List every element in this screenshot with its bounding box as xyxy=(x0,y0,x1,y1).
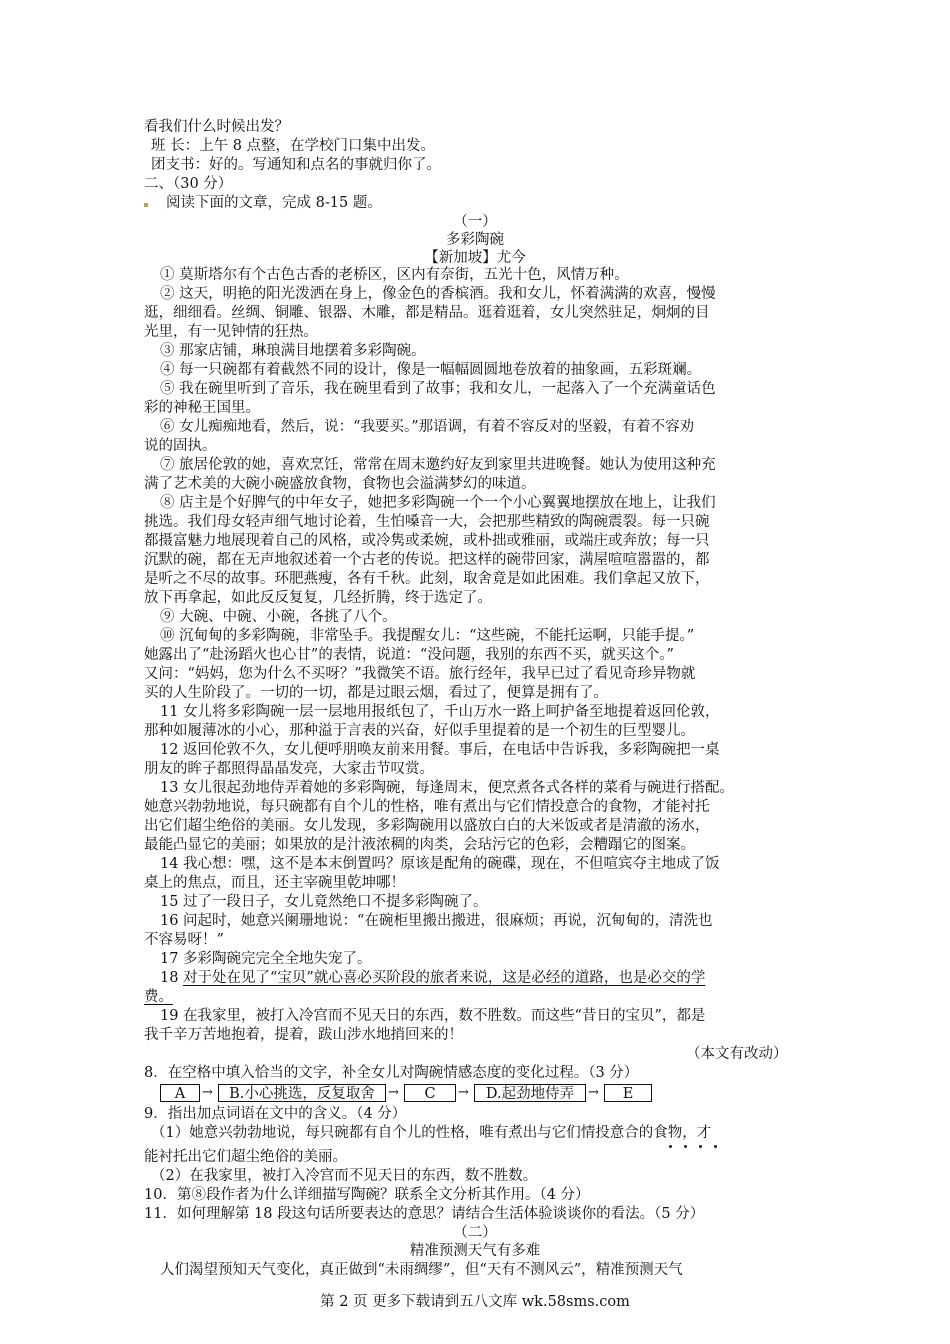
article-title: 多彩陶碗 xyxy=(446,232,504,248)
paragraph-line: 17 多彩陶碗完完全全地失宠了。 xyxy=(160,951,372,967)
question-11: 11．如何理解第 18 段这句话所要表达的意思？请结合生活体验谈谈你的看法。（5 分） xyxy=(144,1206,705,1222)
paragraph-line: ④ 每一只碗都有着截然不同的设计，像是一幅幅圆圆地卷放着的抽象画，五彩斑斓。 xyxy=(160,362,702,378)
question-9: 9．指出加点词语在文中的含义。（4 分） xyxy=(144,1106,407,1122)
flow-box-b: B.小心挑选，反复取舍 xyxy=(218,1084,386,1102)
paragraph-line: 说的固执。 xyxy=(144,438,217,454)
flow-box-d: D.起劲地侍弄 xyxy=(474,1084,586,1102)
paragraph-line: 19 在我家里，被打入冷宫而不见天日的东西，数不胜数。而这些“昔日的宝贝”，都是 xyxy=(160,1008,706,1024)
paragraph-line: 15 过了一段日子，女儿竟然绝口不提多彩陶碗了。 xyxy=(160,894,488,910)
bullet-mark xyxy=(144,203,148,207)
paragraph-line: 12 返回伦敦不久，女儿便呼朋唤友前来用餐。事后，在电话中告诉我，多彩陶碗把一桌 xyxy=(160,742,720,758)
flow-box-c: C xyxy=(404,1084,456,1102)
flow-box-e: E xyxy=(604,1084,652,1102)
paragraph-line: 买的人生阶段了。一切的一切，都是过眼云烟，看过了，便算是拥有了。 xyxy=(144,685,608,701)
article-title: 精准预测天气有多难 xyxy=(409,1243,541,1259)
paragraph-line: 又问：“妈妈，您为什么不买呀？”我微笑不语。旅行经年，我早已过了看见奇珍异物就 xyxy=(144,666,696,682)
paragraph-line: 16 问起时，她意兴阑珊地说：“在碗柜里搬出搬进，很麻烦；再说，沉甸甸的，清洗也 xyxy=(160,913,713,929)
question-9-item: （1）她意兴勃勃地说，每只碗都有自个儿的性格，唯有煮出与它们情投意合的食物，才 xyxy=(151,1125,712,1141)
flow-arrow: → xyxy=(388,1085,399,1100)
underlined-sentence: 对于处在见了“宝贝”就心喜必买阶段的旅者来说，这是必经的道路，也是必交的学 xyxy=(183,970,706,986)
paragraph-line: 人们渴望预知天气变化，真正做到“未雨绸缪”，但“天有不测风云”，精准预测天气 xyxy=(160,1262,683,1278)
question-10: 10．第⑧段作者为什么详细描写陶碗？联系全文分析其作用。（4 分） xyxy=(144,1187,590,1203)
paragraph-line: 最能凸显它的美丽；如果放的是汁液浓稠的肉类，会玷污它的色彩，会糟蹋它的图案。 xyxy=(144,837,695,853)
paragraph-line: ③ 那家店铺，琳琅满目地摆着多彩陶碗。 xyxy=(160,343,426,359)
part-number: （二） xyxy=(453,1225,497,1241)
text-line: 看我们什么时候出发？ xyxy=(144,119,289,135)
paragraph-line: 13 女儿很起劲地侍弄着她的多彩陶碗，每逢周末，便烹煮各式各样的菜肴与碗进行搭配。 xyxy=(160,780,735,796)
paragraph-line: 朋友的眸子都照得晶晶发亮，大家击节叹赏。 xyxy=(144,761,434,777)
paragraph-line: 沉默的碗，都在无声地叙述着一个古老的传说。把这样的碗带回家，满屋喧喧嚣嚣的，都 xyxy=(144,552,710,568)
paragraph-line: 放下再拿起，如此反反复复，几经折腾，终于选定了。 xyxy=(144,590,492,606)
emphasis-dot xyxy=(684,1145,687,1148)
paragraph-line: 逛，细细看。丝绸、铜雕、银器、木雕，都是精品。逛着逛着，女儿突然驻足，炯炯的目 xyxy=(144,305,710,321)
paragraph-line: 14 我心想：嘿，这不是本末倒置吗？原该是配角的碗碟，现在，不但喧宾夺主地成了饭 xyxy=(160,856,720,872)
instruction: 阅读下面的文章，完成 8-15 题。 xyxy=(166,195,382,211)
article-author: 【新加坡】尤今 xyxy=(424,250,526,266)
section-heading: 二、（30 分） xyxy=(144,176,233,192)
paragraph-line: ② 这天，明艳的阳光泼洒在身上，像金色的香槟酒。我和女儿，怀着满满的欢喜，慢慢 xyxy=(160,286,716,302)
paragraph-line: 出它们超尘绝俗的美丽。女儿发现，多彩陶碗用以盛放白白的大米饭或者是清澈的汤水， xyxy=(144,818,710,834)
text-line: 团支书：好的。写通知和点名的事就归你了。 xyxy=(151,157,441,173)
source-note: （本文有改动） xyxy=(686,1046,788,1062)
paragraph-line: 都摄富魅力地展现着自己的风格，或冷隽或柔婉，或朴拙或雅丽，或端庄或奔放；每一只 xyxy=(144,533,710,549)
paragraph-line: 那种如履薄冰的小心，那种溢于言表的兴奋，好似手里提着的是一个初生的巨型婴儿。 xyxy=(144,723,695,739)
flow-arrow: → xyxy=(458,1085,469,1100)
paragraph-line: 是听之不尽的故事。环肥燕瘦，各有千秋。此刻，取舍竟是如此困难。我们拿起又放下， xyxy=(144,571,710,587)
question-9-item: （2）在我家里，被打入冷宫而不见天日的东西，数不胜数。 xyxy=(151,1168,538,1184)
flow-arrow: → xyxy=(202,1085,213,1100)
paragraph-line: 彩的神秘王国里。 xyxy=(144,400,260,416)
paragraph-line: 我千辛万苦地抱着，提着，跋山涉水地捎回来的！ xyxy=(144,1027,463,1043)
question-8: 8．在空格中填入恰当的文字，补全女儿对陶碗情感态度的变化过程。（3 分） xyxy=(144,1065,639,1081)
emphasis-dot xyxy=(669,1145,672,1148)
text-line: 班 长：上午 8 点整，在学校门口集中出发。 xyxy=(151,138,436,154)
underlined-sentence: 费。 xyxy=(144,989,173,1005)
paragraph-line: 她意兴勃勃地说，每只碗都有自个儿的性格，唯有煮出与它们情投意合的食物，才能衬托 xyxy=(144,799,710,815)
flow-box-a: A xyxy=(160,1084,200,1102)
paragraph-line: ⑦ 旅居伦敦的她，喜欢烹饪，常常在周末邀约好友到家里共进晚餐。她认为使用这种充 xyxy=(160,457,716,473)
paragraph-line: 桌上的焦点，而且，还主宰碗里乾坤哪！ xyxy=(144,875,405,891)
page-footer: 第 2 页 更多下载请到五八文库 wk.58sms.com xyxy=(320,1294,630,1310)
part-number: （一） xyxy=(453,214,497,230)
paragraph-line: ⑤ 我在碗里听到了音乐，我在碗里看到了故事；我和女儿，一起落入了一个充满童话色 xyxy=(160,381,716,397)
paragraph-line: ⑥ 女儿痴痴地看，然后，说：“我要买。”那语调，有着不容反对的坚毅，有着不容劝 xyxy=(160,419,695,435)
paragraph-line: ① 莫斯塔尔有个古色古香的老桥区，区内有奈街，五光十色，风情万种。 xyxy=(160,267,629,283)
question-9-item: 能衬托出它们超尘绝俗的美丽。 xyxy=(144,1149,347,1165)
paragraph-line: 满了艺术美的大碗小碗盛放食物，食物也会溢满梦幻的味道。 xyxy=(144,476,536,492)
paragraph-line: 她露出了“赴汤蹈火也心甘”的表情，说道：“没问题，我别的东西不买，就买这个。” xyxy=(144,647,674,663)
paragraph-line: 光里，有一见钟情的狂热。 xyxy=(144,324,318,340)
flow-arrow: → xyxy=(588,1085,599,1100)
paragraph-line: 挑选。我们母女轻声细气地讨论着，生怕嗓音一大，会把那些精致的陶碗震裂。每一只碗 xyxy=(144,514,710,530)
paragraph-line: ⑨ 大碗、中碗、小碗，各挑了八个。 xyxy=(160,609,397,625)
paragraph-line: 不容易呀！” xyxy=(144,932,224,948)
paragraph-18-number: 18 xyxy=(160,970,179,986)
paragraph-line: ⑧ 店主是个好脾气的中年女子，她把多彩陶碗一个一个小心翼翼地摆放在地上，让我们 xyxy=(160,495,716,511)
emphasis-dot xyxy=(714,1145,717,1148)
paragraph-line: ⑩ 沉甸甸的多彩陶碗，非常坠手。我提醒女儿：“这些碗，不能托运啊，只能手提。” xyxy=(160,628,695,644)
paragraph-line: 11 女儿将多彩陶碗一层一层地用报纸包了，千山万水一路上呵护备至地提着返回伦敦， xyxy=(160,704,720,720)
emphasis-dot xyxy=(699,1145,702,1148)
